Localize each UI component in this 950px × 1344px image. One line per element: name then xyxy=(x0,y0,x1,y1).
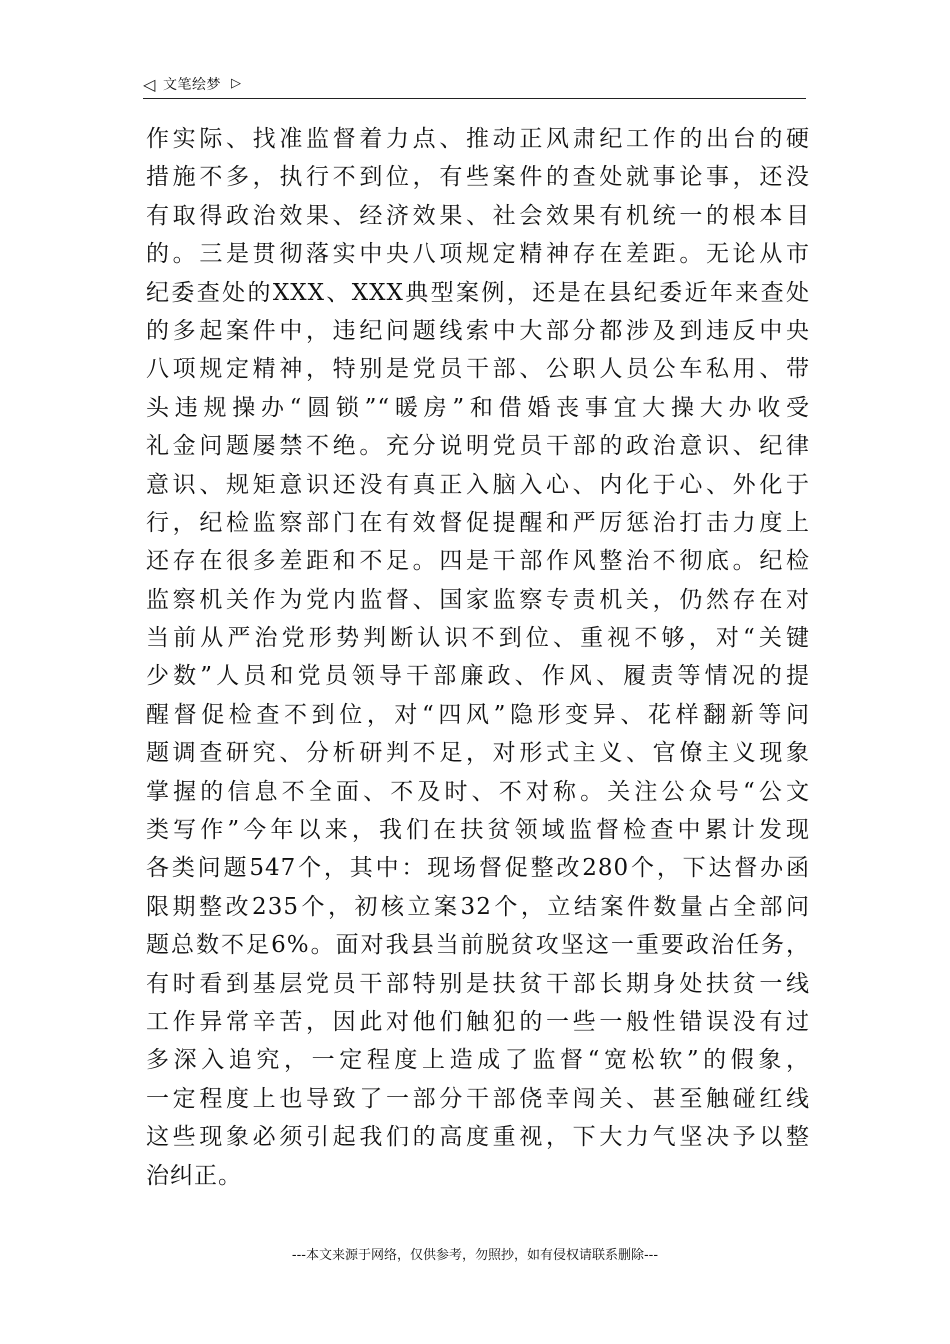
body-line: 作实际、找准监督着力点、推动正风肃纪工作的出台的硬 xyxy=(146,126,810,152)
body-line: 工作异常辛苦，因此对他们触犯的一些一般性错误没有过 xyxy=(146,1008,810,1035)
body-line: 一定程度上也导致了一部分干部侥幸闯关、甚至触碰红线 xyxy=(146,1085,810,1112)
body-line: 少数”人员和党员领导干部廉政、作风、履责等情况的提 xyxy=(146,663,810,690)
body-line: 有取得政治效果、经济效果、社会效果有机统一的根本目 xyxy=(146,202,810,229)
footer-disclaimer: ---本文来源于网络，仅供参考，勿照抄，如有侵权请联系删除--- xyxy=(291,1248,659,1263)
body-line: 还存在很多差距和不足。四是干部作风整治不彻底。纪检 xyxy=(146,548,810,575)
body-line: 的。三是贯彻落实中央八项规定精神存在差距。无论从市 xyxy=(146,241,810,268)
body-line: 纪委查处的XXX、XXX典型案例，还是在县纪委近年来查处 xyxy=(146,279,810,306)
body-line: 限期整改235个，初核立案32个，立结案件数量占全部问 xyxy=(146,893,810,920)
body-line: 头违规操办“圆锁”“暖房”和借婚丧事宜大操大办收受 xyxy=(146,394,810,421)
header-title: 文笔绘梦 xyxy=(163,77,221,93)
body-line: 的多起案件中，违纪问题线索中大部分都涉及到违反中央 xyxy=(146,317,810,344)
body-line: 各类问题547个，其中：现场督促整改280个，下达督办函 xyxy=(146,855,810,882)
body-line: 类写作”今年以来，我们在扶贫领域监督检查中累计发现 xyxy=(146,817,810,844)
body-line: 这些现象必须引起我们的高度重视，下大力气坚决予以整 xyxy=(146,1124,810,1151)
body-line: 掌握的信息不全面、不及时、不对称。关注公众号“公文 xyxy=(146,778,810,805)
page-header xyxy=(143,74,806,99)
body-line: 当前从严治党形势判断认识不到位、重视不够，对“关键 xyxy=(146,625,810,652)
body-line: 治纠正。 xyxy=(146,1162,242,1189)
body-line: 监察机关作为党内监督、国家监察专责机关，仍然存在对 xyxy=(146,586,810,613)
body-line: 醒督促检查不到位，对“四风”隐形变异、花样翻新等问 xyxy=(146,701,810,728)
document-body xyxy=(146,120,810,1195)
body-line: 行，纪检监察部门在有效督促提醒和严厉惩治打击力度上 xyxy=(146,509,810,536)
body-line: 礼金问题屡禁不绝。充分说明党员干部的政治意识、纪律 xyxy=(146,433,810,460)
body-line: 题调查研究、分析研判不足，对形式主义、官僚主义现象 xyxy=(146,740,810,767)
triangle-right-icon: ▷ xyxy=(231,76,241,91)
body-line: 意识、规矩意识还没有真正入脑入心、内化于心、外化于 xyxy=(146,471,810,498)
triangle-left-icon: ◁ xyxy=(143,75,156,94)
body-line: 多深入追究，一定程度上造成了监督“宽松软”的假象， xyxy=(146,1047,810,1074)
body-line: 八项规定精神，特别是党员干部、公职人员公车私用、带 xyxy=(146,356,810,383)
body-line: 题总数不足6%。面对我县当前脱贫攻坚这一重要政治任务， xyxy=(146,932,810,959)
body-line: 措施不多，执行不到位，有些案件的查处就事论事，还没 xyxy=(146,164,810,191)
body-line: 有时看到基层党员干部特别是扶贫干部长期身处扶贫一线 xyxy=(146,970,810,997)
